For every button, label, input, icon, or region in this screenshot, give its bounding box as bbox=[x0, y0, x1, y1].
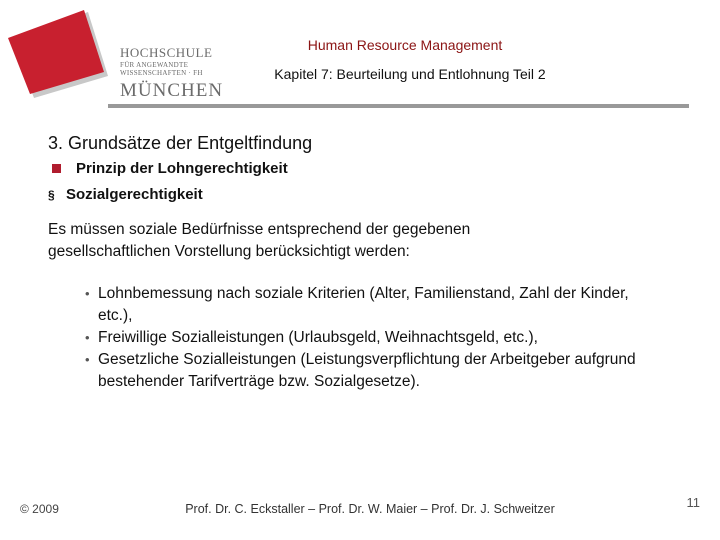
square-bullet-icon bbox=[52, 164, 61, 173]
header-divider bbox=[108, 104, 689, 108]
bullet-dot-icon: • bbox=[85, 352, 90, 367]
sub-bullet-list bbox=[85, 283, 665, 393]
paragraph bbox=[48, 219, 668, 263]
list-item bbox=[85, 327, 665, 349]
paragraph-line-1: Es müssen soziale Bedürfnisse entsprechend der gegebenen bbox=[48, 221, 471, 238]
bullet-secondary bbox=[48, 186, 203, 203]
logo-line-4: MÜNCHEN bbox=[120, 80, 224, 101]
bullet-primary-text: Prinzip der Lohngerechtigkeit bbox=[76, 160, 288, 177]
page-number: 11 bbox=[686, 495, 700, 510]
list-item bbox=[85, 283, 665, 327]
logo-mark-icon bbox=[8, 8, 118, 100]
section-marker-icon: § bbox=[48, 188, 55, 202]
logo-line-1: HOCHSCHULE bbox=[120, 45, 213, 60]
list-item bbox=[85, 349, 665, 393]
footer-copyright: © 2009 bbox=[20, 502, 59, 516]
bullet-secondary-text: Sozialgerechtigkeit bbox=[66, 186, 203, 203]
bullet-primary bbox=[52, 160, 288, 177]
paragraph-line-2: gesellschaftlichen Vorstellung berücksichtigt werden: bbox=[48, 243, 410, 260]
logo-line-2: FÜR ANGEWANDTE bbox=[120, 61, 189, 69]
list-item-text: Lohnbemessung nach soziale Kriterien (Alter, Familienstand, Zahl der Kinder, etc.), bbox=[98, 285, 629, 324]
list-item-text: Freiwillige Sozialleistungen (Urlaubsgeld, Weihnachtsgeld, etc.), bbox=[98, 329, 538, 346]
header-title: Human Resource Management bbox=[307, 37, 503, 53]
list-item-text: Gesetzliche Sozialleistungen (Leistungsverpflichtung der Arbeitgeber aufgrund bestehender Tarifverträge bzw. Sozialgesetze). bbox=[98, 351, 636, 390]
logo-line-3: WISSENSCHAFTEN · FH bbox=[120, 69, 203, 77]
bullet-dot-icon: • bbox=[85, 330, 90, 345]
university-logo bbox=[8, 8, 224, 101]
footer-authors: Prof. Dr. C. Eckstaller – Prof. Dr. W. Maier – Prof. Dr. J. Schweitzer bbox=[185, 502, 555, 516]
section-title: 3. Grundsätze der Entgeltfindung bbox=[48, 133, 313, 153]
bullet-dot-icon: • bbox=[85, 286, 90, 301]
header-subtitle: Kapitel 7: Beurteilung und Entlohnung Teil 2 bbox=[274, 66, 546, 82]
